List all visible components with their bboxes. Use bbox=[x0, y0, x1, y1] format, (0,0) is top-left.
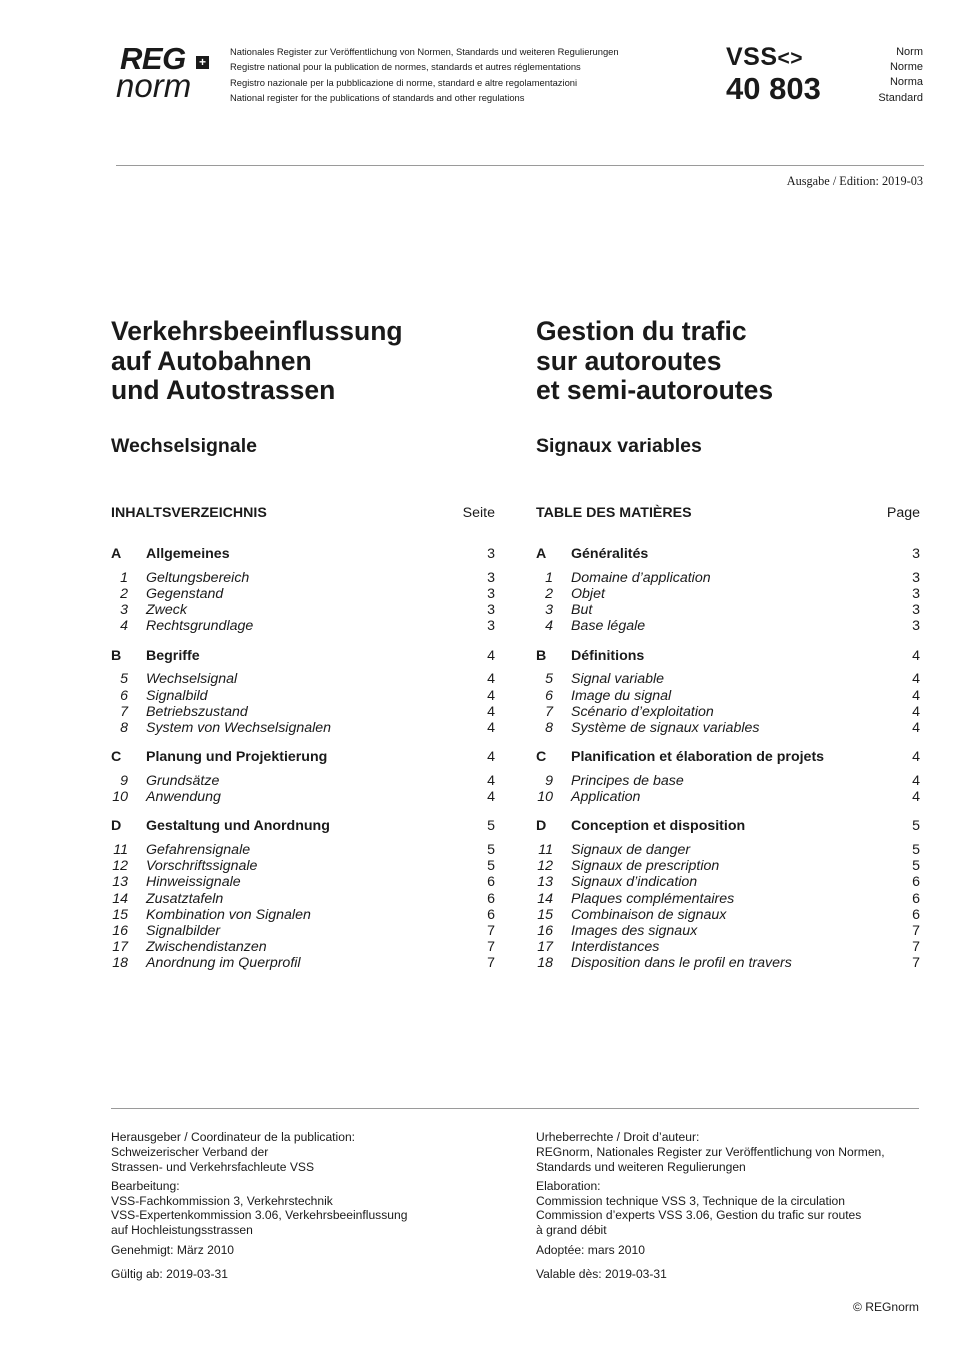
logo-norm-text: norm bbox=[116, 67, 192, 104]
toc-entry bbox=[111, 907, 495, 923]
section-title: Généralités bbox=[571, 546, 649, 562]
toc-entry bbox=[536, 688, 920, 704]
processing-line: VSS-Expertenkommission 3.06, Verkehrsbeeinflussung bbox=[111, 1208, 408, 1223]
adopted-date: Adoptée: mars 2010 bbox=[536, 1242, 645, 1257]
entry-number: 10 bbox=[537, 789, 553, 806]
entry-number: 14 bbox=[537, 890, 553, 907]
entry-number: 3 bbox=[120, 602, 128, 619]
processing-line: auf Hochleistungsstrassen bbox=[111, 1223, 253, 1238]
toc-entry bbox=[111, 939, 495, 955]
section-title: Conception et disposition bbox=[571, 818, 746, 835]
register-line-fr: Registre national pour la publication de normes, standards et autres réglementations bbox=[230, 61, 581, 73]
entry-number: 2 bbox=[120, 585, 128, 602]
toc-entry bbox=[536, 939, 920, 955]
entry-page: 4 bbox=[487, 789, 495, 806]
entry-page: 3 bbox=[487, 585, 495, 602]
title-fr-line: sur autoroutes bbox=[536, 345, 722, 376]
toc-entry bbox=[111, 720, 495, 736]
toc-entry bbox=[111, 704, 495, 720]
footer-fr bbox=[536, 1130, 926, 1287]
entry-page: 4 bbox=[487, 687, 495, 704]
toc-entry bbox=[536, 586, 920, 602]
entry-page: 6 bbox=[912, 906, 920, 923]
section-title: Begriffe bbox=[146, 647, 200, 664]
page-label-de: Seite bbox=[462, 505, 495, 521]
entry-page: 3 bbox=[912, 618, 920, 635]
entry-page: 4 bbox=[487, 703, 495, 720]
edition-date: Ausgabe / Edition: 2019-03 bbox=[786, 174, 923, 188]
logo-reg-text: REG bbox=[120, 41, 186, 76]
toc-entry bbox=[536, 720, 920, 736]
entry-number: 15 bbox=[112, 906, 128, 923]
entry-number: 13 bbox=[112, 874, 128, 891]
toc-header-de bbox=[111, 505, 495, 521]
toc-entry bbox=[536, 618, 920, 634]
entry-title: Kombination von Signalen bbox=[146, 906, 311, 923]
processing-label: Bearbeitung: bbox=[111, 1178, 180, 1193]
copyright-block bbox=[536, 1130, 926, 1174]
entry-title: Anwendung bbox=[146, 789, 221, 806]
section-letter: D bbox=[536, 818, 547, 835]
entry-title: Plaques complémentaires bbox=[571, 890, 735, 907]
toc-section-heading bbox=[536, 648, 920, 664]
entry-number: 12 bbox=[112, 858, 128, 875]
entry-title: Scénario d’exploitation bbox=[571, 703, 714, 720]
entry-number: 13 bbox=[537, 874, 553, 891]
entry-page: 3 bbox=[487, 618, 495, 635]
entry-page: 6 bbox=[487, 874, 495, 891]
entry-page: 4 bbox=[487, 719, 495, 736]
toc-entry bbox=[536, 570, 920, 586]
title-de-line: auf Autobahnen bbox=[111, 345, 312, 376]
toc-entry bbox=[536, 773, 920, 789]
entry-title: Image du signal bbox=[571, 687, 672, 704]
section-letter: A bbox=[536, 546, 547, 562]
toc-entry bbox=[111, 789, 495, 805]
entry-title: Zwischendistanzen bbox=[146, 939, 267, 956]
entry-page: 7 bbox=[487, 939, 495, 956]
toc-entry bbox=[536, 789, 920, 805]
toc-section bbox=[536, 818, 920, 971]
subtitle-de: Wechselsignale bbox=[111, 435, 257, 457]
elaboration-label: Elaboration: bbox=[536, 1178, 601, 1193]
entry-page: 4 bbox=[912, 671, 920, 688]
footer-divider bbox=[111, 1108, 919, 1109]
toc-entry bbox=[111, 891, 495, 907]
entry-page: 7 bbox=[487, 955, 495, 972]
processing-line: VSS-Fachkommission 3, Verkehrstechnik bbox=[111, 1193, 333, 1208]
entry-page: 5 bbox=[912, 842, 920, 859]
entry-page: 3 bbox=[487, 569, 495, 586]
toc-section bbox=[536, 749, 920, 805]
toc-section bbox=[111, 648, 495, 737]
entry-page: 4 bbox=[912, 703, 920, 720]
entry-page: 7 bbox=[912, 955, 920, 972]
toc-entry bbox=[536, 858, 920, 874]
entry-number: 12 bbox=[537, 858, 553, 875]
section-page: 5 bbox=[487, 818, 495, 835]
entry-number: 7 bbox=[120, 703, 128, 720]
entry-page: 3 bbox=[487, 602, 495, 619]
entry-page: 4 bbox=[487, 671, 495, 688]
entry-page: 4 bbox=[912, 789, 920, 806]
entry-number: 6 bbox=[120, 687, 128, 704]
entry-title: Signal variable bbox=[571, 671, 665, 688]
toc-section-heading bbox=[111, 546, 495, 562]
entry-number: 3 bbox=[545, 602, 553, 619]
toc-entry bbox=[536, 874, 920, 890]
entry-number: 5 bbox=[545, 671, 553, 688]
toc-entry bbox=[111, 570, 495, 586]
section-page: 4 bbox=[487, 647, 495, 664]
entry-number: 11 bbox=[538, 842, 553, 859]
section-title: Allgemeines bbox=[146, 546, 230, 562]
entry-number: 1 bbox=[545, 569, 553, 586]
entry-page: 6 bbox=[487, 906, 495, 923]
toc-entry bbox=[111, 858, 495, 874]
toc-entry bbox=[111, 773, 495, 789]
toc-entry bbox=[111, 671, 495, 687]
register-line-de: Nationales Register zur Veröffentlichung von Normen, Standards und weiteren Regulierungen bbox=[230, 46, 619, 57]
register-description bbox=[230, 44, 619, 105]
toc-section bbox=[111, 818, 495, 971]
entry-page: 4 bbox=[487, 772, 495, 789]
section-title: Définitions bbox=[571, 647, 645, 664]
valid-from-date: Valable dès: 2019-03-31 bbox=[536, 1267, 667, 1282]
entry-number: 16 bbox=[112, 923, 128, 939]
entry-number: 1 bbox=[120, 569, 128, 586]
entry-number: 14 bbox=[112, 890, 128, 907]
entry-number: 18 bbox=[112, 955, 128, 972]
section-letter: B bbox=[111, 647, 122, 664]
copyright-notice: © REGnorm bbox=[852, 1300, 919, 1314]
entry-title: Interdistances bbox=[571, 939, 660, 956]
elaboration-line: Commission d’experts VSS 3.06, Gestion du trafic sur routes bbox=[536, 1208, 862, 1223]
entry-title: Signalbilder bbox=[146, 923, 221, 939]
elaboration-block bbox=[536, 1179, 926, 1238]
entry-page: 4 bbox=[912, 719, 920, 736]
norm-type-en: Standard bbox=[878, 91, 923, 104]
approved-date: Genehmigt: März 2010 bbox=[111, 1242, 235, 1257]
subtitle-fr: Signaux variables bbox=[536, 435, 702, 457]
entry-number: 16 bbox=[537, 923, 553, 939]
title-fr-line: Gestion du trafic bbox=[536, 316, 747, 346]
entry-title: Geltungsbereich bbox=[146, 569, 250, 586]
toc-entry bbox=[111, 923, 495, 939]
toc-section-heading bbox=[536, 818, 920, 834]
toc-section bbox=[111, 749, 495, 805]
toc-entry bbox=[111, 602, 495, 618]
toc-section bbox=[536, 546, 920, 635]
entry-title: Application bbox=[571, 789, 641, 806]
entry-page: 3 bbox=[912, 585, 920, 602]
entry-page: 3 bbox=[912, 602, 920, 619]
entry-title: Signaux de danger bbox=[571, 842, 691, 859]
entry-title: Zusatztafeln bbox=[146, 890, 224, 907]
toc-entry bbox=[111, 842, 495, 858]
entry-title: Betriebszustand bbox=[146, 703, 248, 720]
entry-number: 8 bbox=[545, 719, 553, 736]
entry-title: Système de signaux variables bbox=[571, 719, 760, 736]
section-page: 3 bbox=[487, 546, 495, 562]
toc-fr bbox=[536, 546, 920, 985]
copyright-line: Standards und weiteren Regulierungen bbox=[536, 1159, 746, 1174]
register-line-en: National register for the publications of standards and other regulations bbox=[230, 91, 525, 103]
entry-title: Signaux de prescription bbox=[571, 858, 720, 875]
toc-entry bbox=[536, 602, 920, 618]
entry-page: 4 bbox=[912, 687, 920, 704]
vss-arrows-icon: <> bbox=[777, 47, 804, 70]
vss-logo bbox=[726, 44, 821, 106]
entry-title: Vorschriftssignale bbox=[146, 858, 258, 875]
entry-title: Images des signaux bbox=[571, 923, 698, 939]
entry-title: Principes de base bbox=[571, 772, 684, 789]
entry-number: 18 bbox=[537, 955, 553, 972]
publisher-line: Strassen- und Verkehrsfachleute VSS bbox=[111, 1159, 315, 1174]
toc-label-fr: TABLE DES MATIÈRES bbox=[536, 505, 692, 521]
entry-title: Hinweissignale bbox=[146, 874, 241, 891]
title-de bbox=[111, 317, 531, 406]
entry-number: 17 bbox=[537, 939, 553, 956]
header-divider bbox=[116, 165, 924, 166]
publisher-block bbox=[111, 1130, 501, 1174]
entry-title: Zweck bbox=[146, 602, 187, 619]
entry-page: 6 bbox=[912, 890, 920, 907]
footer-de bbox=[111, 1130, 501, 1287]
entry-page: 5 bbox=[487, 842, 495, 859]
entry-title: Disposition dans le profil en travers bbox=[571, 955, 792, 972]
entry-page: 6 bbox=[487, 890, 495, 907]
toc-section bbox=[111, 546, 495, 635]
toc-entry bbox=[536, 842, 920, 858]
toc-section-heading bbox=[111, 749, 495, 765]
entry-number: 15 bbox=[537, 906, 553, 923]
entry-title: But bbox=[571, 602, 593, 619]
toc-section-heading bbox=[111, 818, 495, 834]
section-page: 3 bbox=[912, 546, 920, 562]
entry-page: 5 bbox=[487, 858, 495, 875]
entry-title: Base légale bbox=[571, 618, 646, 635]
toc-entry bbox=[111, 874, 495, 890]
entry-number: 11 bbox=[113, 842, 128, 859]
toc-section-heading bbox=[111, 648, 495, 664]
toc-entry bbox=[111, 688, 495, 704]
entry-title: System von Wechselsignalen bbox=[146, 719, 332, 736]
section-page: 4 bbox=[487, 749, 495, 766]
norm-type-fr: Norme bbox=[889, 61, 923, 74]
processing-block bbox=[111, 1179, 501, 1238]
entry-title: Wechselsignal bbox=[146, 671, 238, 688]
toc-section bbox=[536, 648, 920, 737]
toc-entry bbox=[536, 891, 920, 907]
toc-section-heading bbox=[536, 546, 920, 562]
standard-number: 40 803 bbox=[726, 71, 821, 106]
entry-title: Gefahrensignale bbox=[146, 842, 251, 859]
toc-entry bbox=[536, 671, 920, 687]
entry-page: 7 bbox=[912, 939, 920, 956]
section-letter: D bbox=[111, 818, 122, 835]
entry-page: 7 bbox=[912, 923, 920, 939]
toc-entry bbox=[536, 907, 920, 923]
entry-page: 4 bbox=[912, 772, 920, 789]
entry-title: Gegenstand bbox=[146, 585, 224, 602]
elaboration-line: Commission technique VSS 3, Technique de la circulation bbox=[536, 1193, 846, 1208]
entry-title: Signalbild bbox=[146, 687, 208, 704]
regnorm-logo bbox=[116, 42, 216, 104]
toc-entry bbox=[111, 618, 495, 634]
publisher-line: Schweizerischer Verband der bbox=[111, 1144, 269, 1159]
entry-number: 9 bbox=[545, 772, 553, 789]
title-de-line: Verkehrsbeeinflussung bbox=[111, 316, 403, 346]
vss-word: VSS bbox=[726, 43, 778, 71]
section-page: 4 bbox=[912, 647, 920, 664]
entry-page: 5 bbox=[912, 858, 920, 875]
title-de-line: und Autostrassen bbox=[111, 375, 336, 405]
entry-title: Grundsätze bbox=[146, 772, 220, 789]
entry-number: 5 bbox=[120, 671, 128, 688]
section-letter: A bbox=[111, 546, 122, 562]
section-letter: C bbox=[536, 749, 547, 766]
title-fr bbox=[536, 317, 956, 406]
entry-title: Combinaison de signaux bbox=[571, 906, 727, 923]
section-title: Gestaltung und Anordnung bbox=[146, 818, 330, 835]
toc-entry bbox=[536, 955, 920, 971]
entry-number: 7 bbox=[545, 703, 553, 720]
valid-date: Gültig ab: 2019-03-31 bbox=[111, 1267, 228, 1282]
swiss-cross-icon: + bbox=[196, 56, 209, 69]
entry-number: 4 bbox=[545, 618, 553, 635]
title-fr-line: et semi-autoroutes bbox=[536, 375, 774, 405]
section-letter: B bbox=[536, 647, 547, 664]
toc-section-heading bbox=[536, 749, 920, 765]
norm-type-de: Norm bbox=[896, 46, 923, 58]
entry-number: 9 bbox=[120, 772, 128, 789]
toc-entry bbox=[111, 955, 495, 971]
entry-page: 3 bbox=[912, 569, 920, 586]
toc-entry bbox=[536, 704, 920, 720]
entry-title: Domaine d’application bbox=[571, 569, 711, 586]
entry-title: Objet bbox=[571, 585, 605, 602]
norm-type-labels bbox=[878, 45, 923, 106]
entry-number: 6 bbox=[545, 687, 553, 704]
publisher-label: Herausgeber / Coordinateur de la publication: bbox=[111, 1130, 356, 1144]
page-label-fr: Page bbox=[886, 505, 920, 521]
norm-type-it: Norma bbox=[889, 76, 923, 89]
entry-number: 10 bbox=[112, 789, 128, 806]
section-page: 4 bbox=[912, 749, 920, 766]
entry-page: 7 bbox=[487, 923, 495, 939]
toc-label-de: INHALTSVERZEICHNIS bbox=[111, 505, 267, 521]
section-letter: C bbox=[111, 749, 122, 766]
section-page: 5 bbox=[912, 818, 920, 835]
entry-number: 4 bbox=[120, 618, 128, 635]
entry-page: 6 bbox=[912, 874, 920, 891]
entry-title: Rechtsgrundlage bbox=[146, 618, 254, 635]
toc-de bbox=[111, 546, 495, 985]
entry-number: 2 bbox=[545, 585, 553, 602]
section-title: Planification et élaboration de projets bbox=[571, 749, 825, 766]
toc-entry bbox=[111, 586, 495, 602]
entry-number: 8 bbox=[120, 719, 128, 736]
section-title: Planung und Projektierung bbox=[146, 749, 328, 766]
entry-title: Signaux d’indication bbox=[571, 874, 698, 891]
copyright-label: Urheberrechte / Droit d’auteur: bbox=[536, 1130, 700, 1144]
entry-title: Anordnung im Querprofil bbox=[146, 955, 301, 972]
register-line-it: Registro nazionale per la pubblicazione di norme, standard e altre regolamentazioni bbox=[230, 76, 578, 88]
entry-number: 17 bbox=[112, 939, 128, 956]
toc-entry bbox=[536, 923, 920, 939]
elaboration-line: à grand débit bbox=[536, 1223, 607, 1238]
copyright-line: REGnorm, Nationales Register zur Veröffentlichung von Normen, bbox=[536, 1144, 885, 1159]
toc-header-fr bbox=[536, 505, 920, 521]
